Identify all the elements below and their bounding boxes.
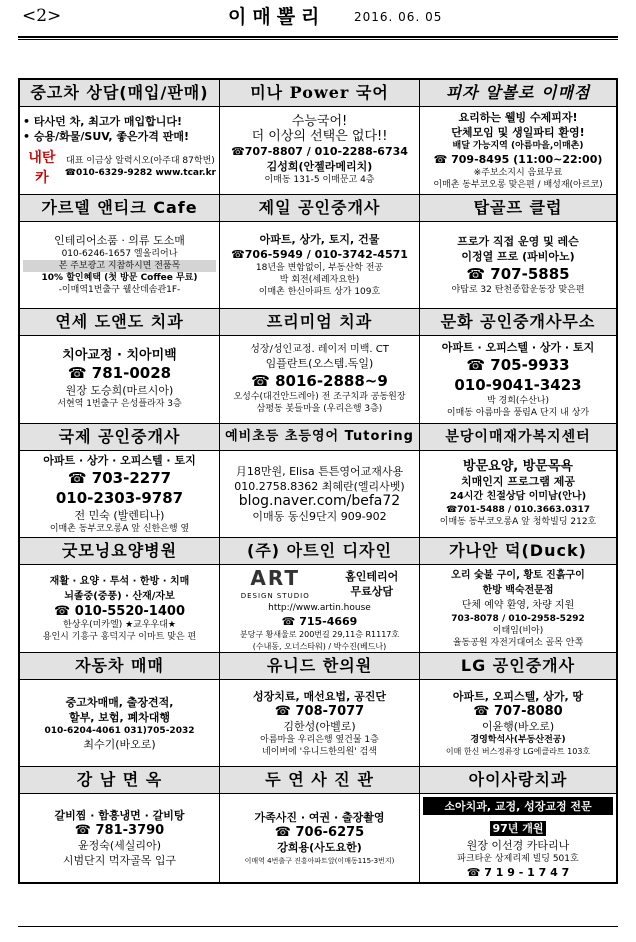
page-number: <2>: [22, 6, 62, 26]
ad-phone: ☎ 707-5885: [466, 264, 570, 283]
ad-line: 방문요양, 방문목욕: [463, 459, 573, 475]
ad-phone: ☎ 705-9933: [466, 355, 570, 374]
ad-unid-clinic: [220, 653, 420, 768]
ad-phone: ☎ 709-8495 (11:00~22:00): [433, 152, 603, 166]
ad-title: 자동차 매매: [20, 653, 219, 680]
ad-small: 파크타운 상제리제 빌딩 501호: [457, 853, 579, 864]
ad-phone: ☎ 781-3790: [74, 823, 165, 839]
ad-notice: 소아치과, 교정, 성장교정 전문: [423, 797, 613, 815]
ad-line: 010-6246-1657 엘올리어나: [61, 249, 178, 260]
ad-title: 문화 공인중개사무소: [420, 309, 616, 336]
ad-phone: ☎ 010-5520-1400: [53, 604, 185, 620]
ad-line: 임플란트(오스템.독일): [265, 356, 374, 370]
ad-munhwa-realty: [420, 309, 616, 424]
ad-phone: ☎ 8016-2888~9: [251, 371, 388, 390]
ad-title: 유니드 한의원: [220, 653, 419, 680]
ad-small: 율동공원 자전거대여소 골목 안쪽: [452, 638, 584, 649]
ad-line: 月18만원, Elisa 튼튼영어교재사용: [235, 464, 404, 478]
ad-phone: ☎ 7 1 9 - 1 7 4 7: [466, 865, 570, 879]
car-logo: 내탄카: [28, 149, 56, 186]
ad-name: 강희용(사도요한): [277, 840, 362, 854]
bulletin-title: 이매뽈리: [228, 6, 326, 28]
ad-line: 010.2758.8362 최혜란(엘리사벳): [234, 479, 405, 493]
ad-line: 갈비찜 · 함흥냉면 · 갈비탕: [54, 809, 185, 823]
ad-line: 아파트 · 상가 · 오피스텔 · 토지: [43, 453, 196, 467]
ad-line: 프로가 직접 운영 및 레슨: [457, 234, 579, 248]
ad-line: 치아교정 · 치아미백: [62, 348, 177, 364]
ad-phone: ☎ 781-0028: [67, 364, 172, 383]
ad-small: ☎010-6329-9282 www.tcar.kr: [64, 167, 216, 178]
ad-title: 가나안 덕(Duck): [420, 538, 616, 565]
ad-title: 분당이매재가복지센터: [420, 424, 616, 451]
ad-small: 서현역 1번출구 은성플라자 3층: [57, 399, 182, 410]
ad-phone: ☎706-5949 / 010-3742-4571: [231, 247, 408, 261]
ad-title: 피자 알볼로 이매점: [420, 80, 616, 107]
ad-phone: ☎701-5488 / 010.3663.0317: [445, 505, 591, 516]
header-rule: [18, 36, 618, 38]
ad-name: 원장 도승희(마르시아): [65, 384, 174, 398]
ad-line: 무료상담: [350, 585, 393, 599]
ad-welfare-center: [420, 424, 616, 539]
ad-title: 미나 Power 국어: [220, 80, 419, 107]
ad-line: 수능국어!: [291, 114, 348, 130]
ad-small: 오성수(대건안드레아) 전 조구치과 공동원장: [233, 391, 406, 402]
ad-goodmorning-hospital: [20, 538, 220, 653]
art-logo: ART: [250, 566, 301, 591]
ad-name: 김성희(안젤라메리치): [266, 160, 373, 174]
ad-name: 김한성(아벨로): [283, 719, 356, 733]
ad-phone-mobile: 010-9041-3423: [454, 375, 582, 394]
ad-small: 야탑로 32 탄천종합운동장 맞은편: [451, 284, 585, 295]
ad-name: 전 민숙 (발렌티나): [74, 508, 165, 522]
ad-yonsei-dental: [20, 309, 220, 424]
ad-title: 굿모닝요양병원: [20, 538, 219, 565]
ad-line: 24시간 친절상담 이미남(안나): [449, 491, 587, 503]
ad-line: 원장 이선경 카타리나: [466, 838, 570, 852]
page-header: [0, 0, 636, 40]
ad-top-golf: [420, 195, 616, 310]
ad-english-tutoring: [220, 424, 420, 539]
ad-name: 이태임(비아): [492, 626, 544, 637]
ad-line: 단체모임 및 생일파티 환영!: [451, 125, 585, 139]
ad-korean-academy: [220, 80, 420, 195]
ad-notice: 본 주보광고 지참하시면 전품목: [23, 260, 216, 272]
ad-isarang-dental: [420, 767, 616, 882]
ad-small: 이매동 동부코오롱A 앞 청학빌딩 212호: [439, 517, 597, 528]
ad-grid: [18, 78, 618, 884]
ad-title: 국제 공인중개사: [20, 424, 219, 451]
ad-small: 박 경희(수산나): [486, 395, 550, 406]
ad-gukje-realty: [20, 424, 220, 539]
ad-line: 성장/성인교정. 레이저 미백. CT: [250, 343, 389, 355]
ad-small: 분당구 황새울로 200번길 29,11층 R1117호: [239, 630, 400, 640]
ad-line: 단체 예약 환영, 차량 지원: [461, 600, 575, 612]
ad-small: 대표 이금상 알력시오(아주대 87학번): [66, 155, 215, 166]
ad-small: 이매동 아름마을 풍림A 단지 내 상가: [446, 407, 590, 418]
ad-small: 이매동 131-5 이매문고 4층: [264, 175, 375, 186]
ad-line: 아파트, 오피스텔, 상가, 땅: [452, 689, 584, 703]
ad-line: 이정열 프로 (파비아노): [461, 249, 575, 263]
header-rule-thin: [18, 39, 618, 40]
ad-small: -이매역1번출구 웰산데솜관1F-: [58, 285, 181, 296]
ad-small: 네이버에 '유니드한의원' 검색: [262, 746, 377, 757]
ad-small: 박 회전(세례자요한): [279, 274, 360, 285]
ad-phone-mobile: 010-2303-9787: [55, 488, 184, 507]
ad-small: 용인시 기흥구 홍덕지구 이마트 맞은 편: [42, 632, 197, 643]
ad-line: 아파트, 상가, 토지, 건물: [259, 232, 380, 246]
ad-pizza: [420, 80, 616, 195]
ad-title: 탑골프 클럽: [420, 195, 616, 222]
ad-gangnam-myeonok: [20, 767, 220, 882]
ad-line: 중고차매매, 출장견적,: [65, 695, 174, 709]
ad-title: (주) 아트인 디자인: [220, 538, 419, 565]
ad-canaan-duck: [420, 538, 616, 653]
ad-name: 최수기(바오로): [83, 737, 156, 751]
ad-premium-dental: [220, 309, 420, 424]
ad-antique-cafe: [20, 195, 220, 310]
ad-line: 재활 · 요양 · 투석 · 한방 · 치매: [49, 576, 190, 588]
ad-notice: 97년 개원: [492, 821, 544, 835]
ad-line: 홈인테리어: [345, 570, 399, 584]
ad-line: 할부, 보험, 폐차대행: [68, 710, 171, 724]
ad-small: 이매촌 동부코오롱A 앞 신한은행 옆: [49, 523, 190, 534]
ad-title: 예비초등 초등영어 Tutoring: [220, 424, 419, 451]
ad-phone: 703-8078 / 010-2958-5292: [451, 614, 585, 625]
ad-line: • 승용/화물/SUV, 좋은가격 판매!: [23, 129, 189, 143]
ad-line: 뇌졸중(중풍) · 산재/자보: [64, 591, 175, 603]
ad-used-car: [20, 80, 220, 195]
ad-title: LG 공인중개사: [420, 653, 616, 680]
ad-title: 가르델 앤티크 Cafe: [20, 195, 219, 222]
ad-title: 프리미엄 치과: [220, 309, 419, 336]
ad-artin-design: [220, 538, 420, 653]
ad-line: 가족사진 · 여권 · 출장촬영: [254, 810, 385, 824]
ad-line: 치매인지 프로그램 제공: [461, 475, 575, 489]
ad-line: 더 이상의 선택은 없다!!: [251, 129, 388, 145]
art-logo-sub: DESIGN STUDIO: [240, 592, 310, 601]
ad-line: 요리하는 웰빙 수제피자!: [458, 110, 578, 124]
ad-line: 배달 가능지역 (아름마을,이매촌): [452, 140, 584, 151]
ad-small: 이매동 동신9단지 909-902: [252, 509, 387, 523]
ad-phone: ☎ 703-2277: [67, 468, 172, 487]
ad-blog: blog.naver.com/befa72: [238, 492, 401, 509]
ad-small: (수내동, 오너스타워) / 박수진(베드나): [252, 642, 387, 652]
ad-phone: ☎ 707-8080: [473, 703, 563, 719]
ad-small: 이매촌 동부코오롱 맞은편 / 배성재(아르코): [433, 179, 603, 190]
ad-title: 연세 도앤도 치과: [20, 309, 219, 336]
ad-small: 18년을 변함없이, 부동산학 전공: [255, 262, 384, 273]
ad-line: • 타사던 차, 최고가 매입합니다!: [23, 114, 183, 128]
ad-title: 아이사랑치과: [420, 767, 616, 794]
ad-small: ※주보소지시 음료무료: [473, 167, 563, 178]
ad-jeil-realty: [220, 195, 420, 310]
ad-website: http://www.artin.house: [268, 603, 371, 614]
ad-phone: ☎ 706-6275: [274, 824, 365, 840]
ad-phone: 010-6204-4061 031)705-2032: [44, 725, 195, 736]
ad-phone: ☎707-8807 / 010-2288-6734: [231, 145, 408, 159]
ad-line: 인테리어소품 · 의류 도소매: [54, 234, 185, 248]
ad-duyeon-photo: [220, 767, 420, 882]
ad-name: 이윤행(바오로): [481, 719, 555, 733]
ad-small: 아름마을 우리은행 옆건물 1층: [260, 734, 379, 745]
ad-phone: ☎ 708-7077: [274, 703, 365, 719]
ad-line: 오리 숯불 구이, 황토 진흙구이: [451, 570, 585, 582]
ad-small: 이매 한신 버스정류장 LG에클라트 103호: [445, 746, 591, 756]
ad-title: 제일 공인중개사: [220, 195, 419, 222]
ad-small: 시범단지 먹자골목 입구: [62, 854, 177, 868]
ad-title: 강 남 면 옥: [20, 767, 219, 794]
ad-car-trading: [20, 653, 220, 768]
ad-title: 두 연 사 진 관: [220, 767, 419, 794]
ad-small: 삼평동 봇들마을 (우리은행 3층): [256, 403, 383, 414]
ad-small: 이매촌 한신아파트 상가 109호: [258, 286, 381, 297]
ad-notice: 10% 할인혜택 (첫 방문 Coffee 무료): [41, 273, 198, 284]
ad-small: 경영학석사(부동산전공): [470, 734, 566, 745]
ad-lg-realty: [420, 653, 616, 768]
ad-phone: ☎ 715-4669: [281, 615, 358, 629]
footer-rule: [18, 926, 618, 927]
ad-line: 한방 백숙전문점: [482, 585, 554, 597]
ad-name: 한상우(미카엘) ★교우우대★: [63, 620, 176, 631]
issue-date: 2016. 06. 05: [354, 10, 443, 24]
ad-line: 성장치료, 매선요법, 공진단: [253, 689, 386, 703]
ad-line: 아파트 · 오피스텔 · 상가 · 토지: [441, 340, 595, 354]
ad-name: 윤정숙(세실리아): [78, 839, 161, 853]
ad-small: 이매역 4번출구 진흥아파트앞(이매동115-3번지): [244, 856, 395, 865]
ad-title: 중고차 상담(매입/판매): [20, 80, 219, 107]
